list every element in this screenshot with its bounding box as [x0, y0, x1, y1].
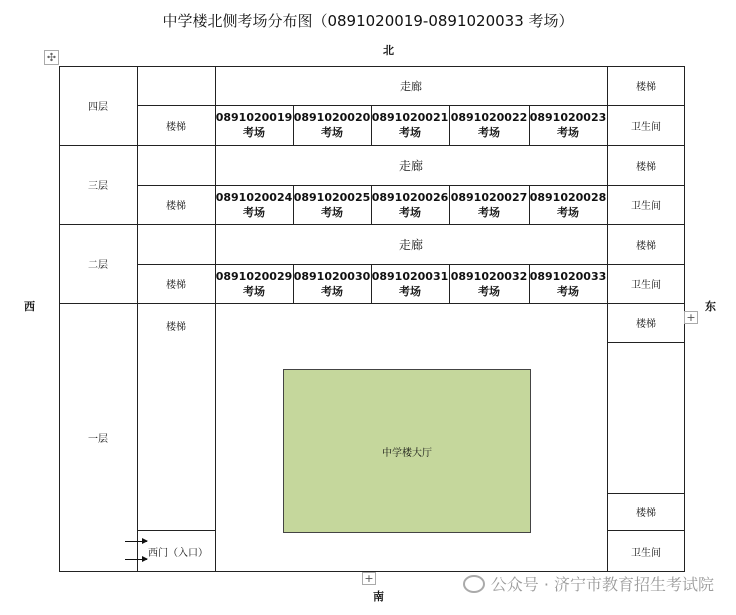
room-code: 0891020032 [450, 269, 528, 283]
stairs-label: 楼梯 [636, 82, 656, 93]
east-label: 东 [705, 300, 716, 313]
add-column-plus-icon[interactable]: + [684, 311, 698, 324]
floor-label: 二层 [88, 260, 108, 271]
main-hall [283, 369, 531, 533]
restroom-label: 卫生间 [631, 547, 661, 559]
exam-room [293, 264, 371, 303]
entrance-arrow-icon [125, 541, 147, 542]
room-code: 0891020024 [215, 190, 293, 204]
north-label: 北 [383, 44, 394, 57]
wechat-icon [463, 575, 485, 593]
stairs-label: 楼梯 [166, 201, 186, 212]
room-label: 考场 [557, 205, 579, 219]
floor-label: 一层 [88, 434, 108, 445]
room-code: 0891020031 [371, 269, 449, 283]
west-gate-label: 西门（入口） [148, 547, 208, 559]
page-title: 中学楼北侧考场分布图（0891020019-0891020033 考场） [162, 12, 574, 30]
room-label: 考场 [399, 205, 421, 219]
exam-room [215, 264, 293, 303]
room-code: 0891020025 [293, 190, 371, 204]
floor-divider [59, 303, 685, 304]
exam-room [371, 185, 449, 224]
entrance-arrow-icon [125, 559, 147, 560]
stair-divider [607, 342, 685, 343]
room-code: 0891020027 [450, 190, 528, 204]
room-label: 考场 [399, 126, 421, 139]
exam-room [529, 105, 607, 145]
room-label: 考场 [478, 205, 500, 219]
table-move-handle-icon[interactable]: ✣ [44, 50, 59, 65]
corridor-label: 走廊 [400, 79, 422, 93]
restroom-label: 卫生间 [631, 201, 661, 212]
room-code: 0891020021 [371, 111, 449, 124]
room-label: 考场 [321, 205, 343, 219]
exam-room [215, 185, 293, 224]
room-code: 0891020028 [529, 190, 607, 204]
room-label: 考场 [557, 126, 579, 139]
room-code: 0891020020 [293, 111, 371, 124]
room-label: 考场 [321, 284, 343, 298]
watermark [463, 572, 714, 595]
exam-room [371, 105, 449, 145]
exam-room [449, 105, 529, 145]
exam-room [371, 264, 449, 303]
room-code: 0891020023 [529, 111, 607, 124]
add-row-plus-icon[interactable]: + [362, 572, 376, 585]
room-label: 考场 [399, 284, 421, 298]
stairs-label: 楼梯 [636, 508, 656, 519]
room-code: 0891020019 [215, 111, 293, 124]
room-label: 考场 [321, 126, 343, 139]
room-label: 考场 [243, 205, 265, 219]
south-label: 南 [373, 590, 384, 603]
stairs-label: 楼梯 [166, 121, 186, 133]
exam-room [293, 185, 371, 224]
floor-label: 三层 [88, 181, 108, 192]
room-label: 考场 [243, 126, 265, 139]
corridor-label: 走廊 [398, 237, 423, 252]
room-code: 0891020033 [529, 269, 607, 283]
exam-room [529, 264, 607, 303]
room-label: 考场 [478, 284, 500, 298]
room-code: 0891020029 [215, 269, 293, 283]
exam-room [529, 185, 607, 224]
stairs-label: 楼梯 [166, 321, 186, 333]
stairs-label: 楼梯 [636, 240, 656, 252]
restroom-label: 卫生间 [631, 121, 661, 133]
room-code: 0891020030 [293, 269, 371, 283]
watermark-text: 公众号 · 济宁市教育招生考试院 [490, 575, 714, 594]
exam-room [449, 185, 529, 224]
exam-room [449, 264, 529, 303]
hall-label: 中学楼大厅 [382, 447, 432, 459]
stairs-label: 楼梯 [636, 319, 656, 330]
stairs-label: 楼梯 [166, 280, 186, 291]
exam-room [293, 105, 371, 145]
room-code: 0891020026 [371, 190, 449, 204]
room-label: 考场 [478, 126, 500, 139]
exam-room [215, 105, 293, 145]
room-label: 考场 [557, 284, 579, 298]
stairs-label: 楼梯 [636, 161, 656, 173]
floor-label: 四层 [88, 102, 108, 113]
restroom-label: 卫生间 [631, 280, 661, 291]
room-label: 考场 [243, 284, 265, 298]
corridor-label: 走廊 [398, 158, 423, 173]
west-label: 西 [24, 300, 35, 313]
room-code: 0891020022 [450, 111, 528, 124]
